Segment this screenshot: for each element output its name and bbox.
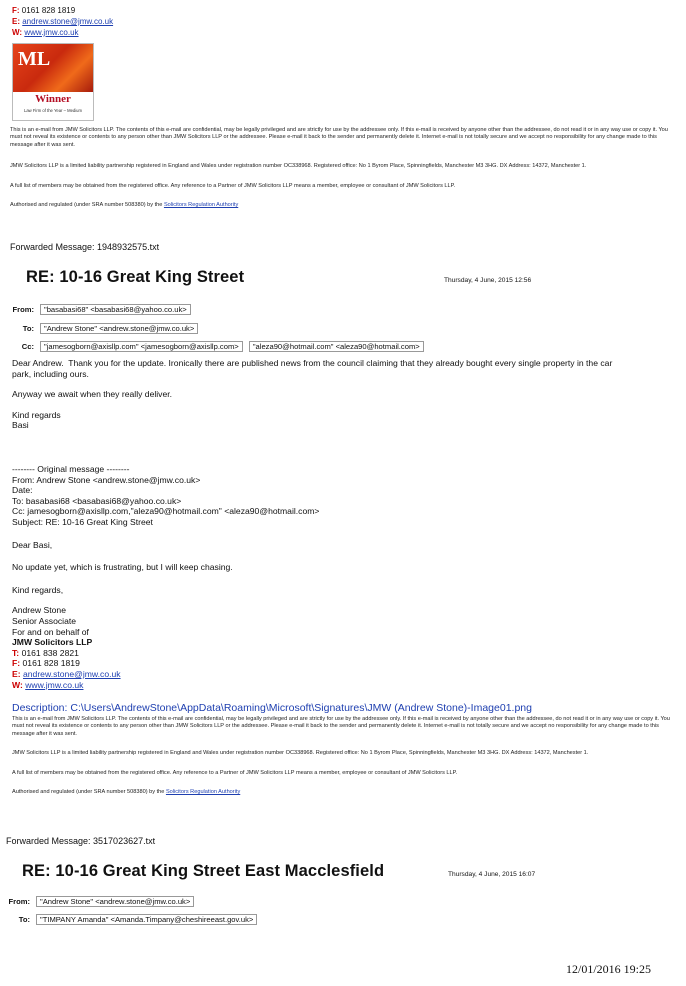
jmw-award-logo: ML Winner Law Firm of the Year – Medium [12, 43, 94, 121]
email2-from: From: "Andrew Stone" <andrew.stone@jmw.co.uk> [0, 897, 194, 906]
forwarded-message-2: Forwarded Message: 3517023627.txt [6, 836, 156, 846]
sra-link-1[interactable]: Solicitors Regulation Authority [163, 202, 239, 209]
sig1-email: E: andrew.stone@jmw.co.uk [12, 17, 114, 26]
original-email-link[interactable]: andrew.stone@jmw.co.uk [22, 668, 121, 679]
email1-from: From: "basabasi68" <basabasi68@yahoo.co.uk> [0, 305, 191, 314]
sig1-fax: F: 0161 828 1819 [12, 6, 76, 15]
print-timestamp: 12/01/2016 19:25 [566, 962, 652, 976]
email2-to: To: "TIMPANY Amanda" <Amanda.Timpany@cheshireeast.gov.uk> [0, 915, 257, 924]
email1-body: Dear Andrew. Thank you for the update. Ironically there are published news from the council claiming that they already bought every single property in the car park, including ours. Anyway we await when they really deliver. Kind regards Basi [12, 358, 613, 431]
forwarded-message-1: Forwarded Message: 1948932575.txt [10, 242, 160, 252]
disclaimer-1: This is an e-mail from JMW Solicitors LLP. The contents of this e-mail are confidential, may be legally privileged and are strictly for use by the addressee only. If this e-mail is received by anyone other than the addressee, do not read it or in any way use or copy it. You must not reveal its existence or contents to any person other than JMW Solicitors LLP or the addressee. Please e-mail it back to the sender and permanently delete it. Internet e-mail is not totally secure and we accept no responsibility for any change made to this message after it was sent. JMW Solicitors LLP is a limited liability partnership registered in England and Wales under registration number OC338968. Registered office: No 1 Byrom Place, Spinningfields, Manchester M3 3HG. DX Address: 14372, Manchester 1. A full list of members may be obtained from the registered office. Any reference to a Partner of JMW Solicitors LLP means a member, employee or consultant of JMW Solicitors LLP. Authorised and regulated (under SRA number 508380) by the Solicitors Regulation Authority [10, 127, 668, 209]
email2-subject: RE: 10-16 Great King Street East Macclesfield [22, 862, 385, 880]
sig1-web-link[interactable]: www.jmw.co.uk [24, 28, 79, 37]
email1-cc: Cc: "jamesogborn@axisllp.com" <jamesogborn@axisllp.com> "aleza90@hotmail.com" <aleza90@hotmail.com> [0, 342, 424, 351]
original-web-link[interactable]: www.jmw.co.uk [25, 679, 84, 690]
sra-link-2[interactable]: Solicitors Regulation Authority [165, 789, 241, 796]
sig1-email-link[interactable]: andrew.stone@jmw.co.uk [22, 17, 114, 26]
email1-to: To: "Andrew Stone" <andrew.stone@jmw.co.uk> [0, 324, 198, 333]
email1-subject: RE: 10-16 Great King Street [26, 268, 245, 286]
email1-date: Thursday, 4 June, 2015 12:56 [444, 277, 532, 284]
signature-image-description: Description: C:\Users\AndrewStone\AppData\Roaming\Microsoft\Signatures\JMW (Andrew Stone)-Image01.png [12, 702, 532, 714]
disclaimer-2: This is an e-mail from JMW Solicitors LLP. The contents of this e-mail are confidential, may be legally privileged and are strictly for use by the addressee only. If this e-mail is received by anyone other than the addressee, do not read it or in any way use or copy it. You must not reveal its existence or contents to any person other than JMW Solicitors LLP or the addressee. Please e-mail it back to the sender and permanently delete it. Internet e-mail is not totally secure and we accept no responsibility for any change made to this message after it was sent. JMW Solicitors LLP is a limited liability partnership registered in England and Wales under registration number OC338968. Registered office: No 1 Byrom Place, Spinningfields, Manchester M3 3HG. DX Address: 14372, Manchester 1. A full list of members may be obtained from the registered office. Any reference to a Partner of JMW Solicitors LLP means a member, employee or consultant of JMW Solicitors LLP. Authorised and regulated (under SRA number 508380) by the Solicitors Regulation Authority [12, 716, 670, 796]
email2-date: Thursday, 4 June, 2015 16:07 [448, 871, 536, 878]
sig1-web: W: www.jmw.co.uk [12, 28, 79, 37]
original-message: -------- Original message -------- From: Andrew Stone <andrew.stone@jmw.co.uk> Date: To: basabasi68 <basabasi68@yahoo.co.uk> Cc: jamesogborn@axisllp.com,"aleza90@hotmail.com" <aleza90@hotmail.com> Subject: RE: 10-16 Great King Street Dear Basi, No update yet, which is frustrating, but I will keep chasing. Kind regards, Andrew Stone Senior Associate For and on behalf of JMW Solicitors LLP T: 0161 838 2821 F: 0161 828 1819 E: andrew.stone@jmw.co.uk W: www.jmw.co.uk [12, 464, 320, 690]
